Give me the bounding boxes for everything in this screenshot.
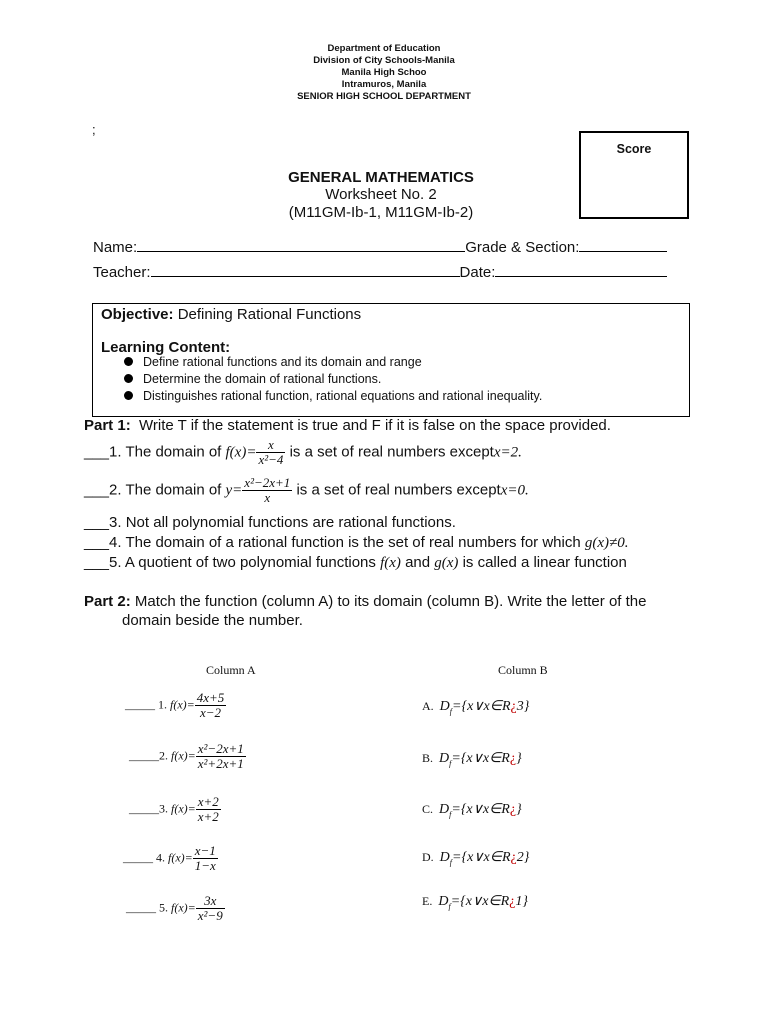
bullet-icon [124, 374, 133, 383]
bullet-icon [124, 391, 133, 400]
learning-item: Determine the domain of rational functions. [124, 371, 381, 387]
objective-text: Defining Rational Functions [177, 306, 362, 323]
header-division: Division of City Schools-Manila [313, 55, 455, 66]
worksheet-number: Worksheet No. 2 [325, 186, 437, 203]
answer-blank[interactable]: ___ [84, 514, 110, 531]
part2-instruction: Match the function (column A) to its domain (column B). Write the letter of the [134, 593, 647, 610]
score-label: Score [616, 142, 652, 156]
part1-item-4: ___4. The domain of a rational function is the set of real numbers for which g(x)≠0. [84, 534, 629, 551]
fraction: $\frac{\text{x²−2x+1}}{\text{x²+2x+1}}$ [197, 741, 244, 771]
answer-blank[interactable]: ___ [84, 554, 110, 571]
teacher-row [93, 262, 667, 282]
objective-line [101, 306, 361, 323]
stray-mark: ; [92, 122, 96, 137]
fraction: $\frac{3x}{\text{x²−9}}$ [197, 893, 223, 923]
column-a-item-2: _____2. f(x)= $\frac{\text{x²−2x+1}}{\text{x²+2x+1}}$ [129, 741, 244, 771]
fraction: $\frac{\text{x²−2x+1}}{x}$ [244, 475, 291, 505]
name-row [93, 237, 667, 257]
part1-item-3: ___3. Not all polynomial functions are rational functions. [84, 514, 456, 531]
answer-blank[interactable]: ___ [84, 534, 110, 551]
column-a-item-3: _____3. f(x)= $\frac{x+2}{x+2}$ [129, 794, 219, 824]
name-field[interactable] [137, 237, 465, 252]
objective-label: Objective: [101, 306, 174, 323]
match-blank[interactable]: _____ [126, 900, 156, 915]
date-field[interactable] [495, 262, 667, 277]
teacher-label: Teacher: [93, 264, 151, 281]
part1-item-2: ___2. The domain of y= $\frac{\text{x²−2x+1}}{x}$ is a set of real numbers exceptx=0. [84, 475, 529, 505]
fraction: $\frac{x}{\text{x²−4}}$ [258, 437, 284, 467]
column-b-item-c: C. $D_f=\{x\vee x\in R¿\}$ [422, 802, 522, 819]
match-blank[interactable]: _____ [129, 748, 159, 763]
column-b-item-d: D. $D_f=\{x\vee x\in R¿2\}$ [422, 850, 530, 867]
column-b-item-a: A. $D_f=\{x\vee x\in R¿3\}$ [422, 699, 530, 716]
subject-title: GENERAL MATHEMATICS [288, 169, 474, 186]
bullet-icon [124, 357, 133, 366]
part2-heading [84, 593, 646, 611]
header-school: Manila High Schoo [341, 67, 427, 78]
match-blank[interactable]: _____ [129, 801, 159, 816]
fraction: $\frac{x-1}{1-x}$ [194, 843, 216, 873]
column-b-item-e: E. $D_f=\{x\vee x\in R¿1\}$ [422, 894, 528, 911]
part1-item-1: ___1. The domain of f(x)= $\frac{x}{\text{x²−4}}$ is a set of real numbers exceptx=2. [84, 437, 522, 467]
column-a-item-5: _____ 5. f(x)= $\frac{3x}{\text{x²−9}}$ [126, 893, 223, 923]
header-department: Department of Education [327, 43, 441, 54]
column-a-item-1: _____ 1. f(x)= $\frac{4x+5}{x-2}$ [125, 690, 225, 720]
teacher-field[interactable] [151, 262, 460, 277]
part1-label: Part 1: [84, 417, 131, 434]
header-location: Intramuros, Manila [341, 79, 427, 90]
answer-blank[interactable]: ___ [84, 443, 110, 461]
fraction: $\frac{4x+5}{x-2}$ [196, 690, 225, 720]
column-a-item-4: _____ 4. f(x)= $\frac{x-1}{1-x}$ [123, 843, 216, 873]
match-blank[interactable]: _____ [123, 850, 153, 865]
column-a-header: Column A [206, 663, 256, 677]
part1-item-5: ___5. A quotient of two polynomial functions f(x) and g(x) is called a linear function [84, 554, 627, 571]
grade-field[interactable] [579, 237, 667, 252]
competency-codes: (M11GM-Ib-1, M11GM-Ib-2) [288, 204, 474, 221]
grade-label: Grade & Section: [465, 239, 580, 256]
learning-item: Define rational functions and its domain and range [124, 354, 422, 370]
learning-content-label: Learning Content: [101, 339, 231, 356]
fraction: $\frac{x+2}{x+2}$ [197, 794, 219, 824]
column-b-header: Column B [498, 663, 548, 677]
objective-box [92, 303, 690, 417]
learning-item: Distinguishes rational function, rational equations and rational inequality. [124, 388, 542, 404]
name-label: Name: [93, 239, 138, 256]
column-b-item-b: B. $D_f=\{x\vee x\in R¿\}$ [422, 751, 522, 768]
part2-instruction-2: domain beside the number. [122, 612, 303, 629]
header-department-name: SENIOR HIGH SCHOOL DEPARTMENT [297, 91, 471, 102]
part2-label: Part 2: [84, 593, 131, 610]
date-label: Date: [459, 264, 496, 281]
match-blank[interactable]: _____ [125, 697, 155, 712]
answer-blank[interactable]: ___ [84, 481, 110, 499]
part1-instruction: Write T if the statement is true and F if it is false on the space provided. [139, 417, 611, 434]
part1-heading [84, 417, 611, 435]
